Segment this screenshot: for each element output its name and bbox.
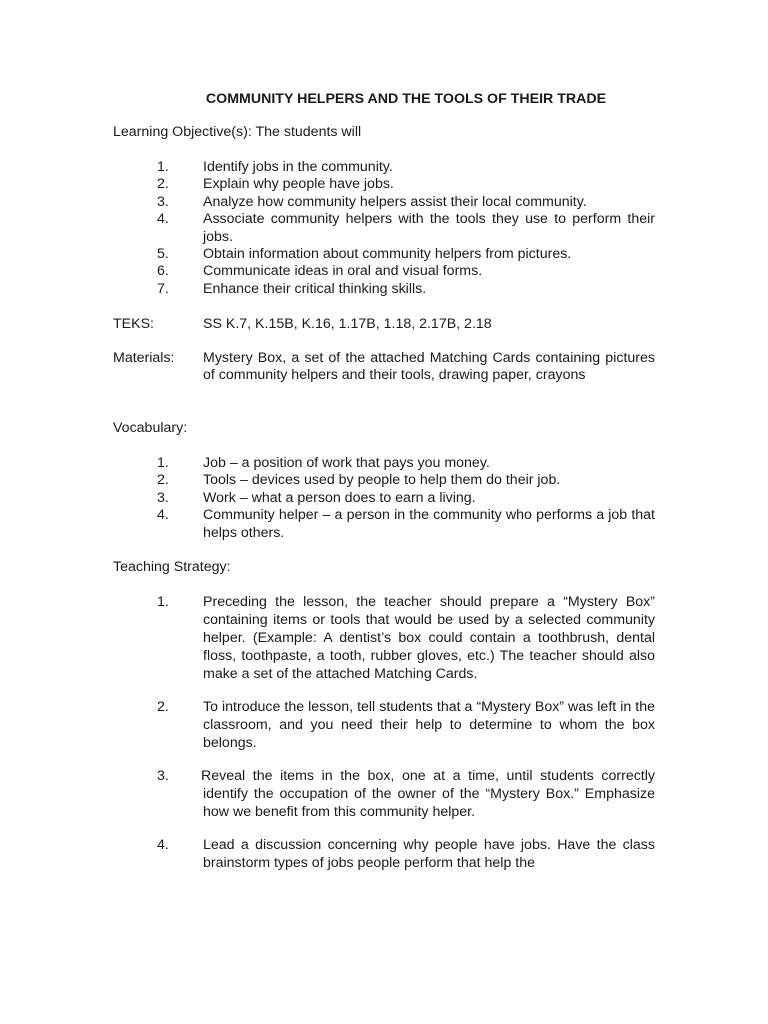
list-number: 2. <box>157 699 169 715</box>
list-number: 3. <box>157 489 169 506</box>
list-number: 2. <box>157 176 169 193</box>
list-item <box>0 455 768 472</box>
list-text: Community helper – a person in the community who performs a job that helps others. <box>203 507 655 541</box>
list-text: Obtain information about community helpers from pictures. <box>203 246 572 263</box>
materials-label: Materials: <box>113 350 175 366</box>
list-text: Communicate ideas in oral and visual forms. <box>203 263 483 280</box>
list-item <box>0 281 768 298</box>
list-text: Job – a position of work that pays you money. <box>203 455 490 471</box>
list-item <box>0 507 768 542</box>
list-number: 4. <box>157 837 169 853</box>
list-item <box>0 767 768 821</box>
page-title: COMMUNITY HELPERS AND THE TOOLS OF THEIR TRADE <box>205 91 607 107</box>
list-text: Associate community helpers with the tools they use to perform their jobs. <box>203 211 655 245</box>
list-text: Lead a discussion concerning why people have jobs. Have the class brainstorm types of jobs people perform that help the <box>203 837 655 871</box>
list-item <box>0 246 768 263</box>
list-item <box>0 836 768 872</box>
list-number: 3. <box>157 193 169 210</box>
list-text: Reveal the items in the box, one at a time, until students correctly identify the occupation of the owner of the “Mystery Box.” Emphasize how we benefit from this community helper. <box>201 768 655 820</box>
list-number: 2. <box>157 472 169 489</box>
list-text: Explain why people have jobs. <box>203 176 394 193</box>
strategy-list <box>0 593 768 872</box>
objectives-list <box>0 159 768 298</box>
list-number: 7. <box>157 280 169 297</box>
vocabulary-list <box>0 455 768 542</box>
list-number: 1. <box>157 594 169 610</box>
list-item <box>0 194 768 211</box>
materials-value: Mystery Box, a set of the attached Matching Cards containing pictures of community helpers and their tools, drawing paper, crayons <box>203 350 655 384</box>
objectives-heading: Learning Objective(s): The students will <box>113 124 362 140</box>
list-item <box>0 593 768 683</box>
list-item <box>0 176 768 193</box>
teks-label: TEKS: <box>113 316 154 332</box>
list-text: Preceding the lesson, the teacher should prepare a “Mystery Box” containing items or tools that would be used by a selected community helper. (Example: A dentist’s box could contain a toothbrush, dental floss, toothpaste, a tooth, rubber gloves, etc.) The teacher should also make a set of the attached Matching Cards. <box>203 594 655 682</box>
list-number: 6. <box>157 263 169 280</box>
list-item <box>0 263 768 280</box>
list-item <box>0 211 768 246</box>
list-item <box>0 472 768 489</box>
teks-value: SS K.7, K.15B, K.16, 1.17B, 1.18, 2.17B, 2.18 <box>203 316 492 332</box>
vocabulary-heading: Vocabulary: <box>113 420 188 436</box>
list-number: 3. <box>157 768 169 784</box>
list-number: 1. <box>157 455 169 471</box>
list-item <box>0 159 768 176</box>
list-number: 5. <box>157 246 169 263</box>
strategy-heading: Teaching Strategy: <box>113 559 231 575</box>
list-text: Analyze how community helpers assist their local community. <box>203 193 587 210</box>
list-number: 4. <box>157 211 169 228</box>
list-text: Tools – devices used by people to help them do their job. <box>203 472 561 489</box>
list-item <box>0 698 768 752</box>
list-text: Work – what a person does to earn a living. <box>203 489 476 506</box>
list-number: 4. <box>157 507 169 524</box>
list-text: Identify jobs in the community. <box>203 159 393 175</box>
list-item <box>0 490 768 507</box>
list-text: Enhance their critical thinking skills. <box>203 280 427 297</box>
list-text: To introduce the lesson, tell students that a “Mystery Box” was left in the classroom, and you need their help to determine to whom the box belongs. <box>203 699 655 751</box>
list-number: 1. <box>157 159 169 175</box>
